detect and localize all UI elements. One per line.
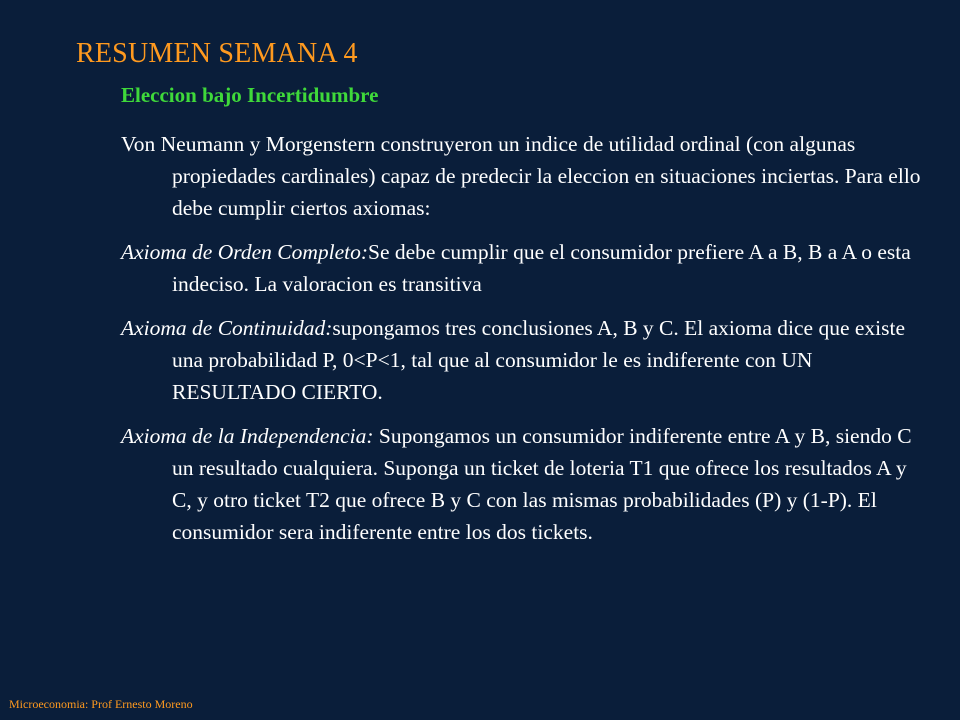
paragraph-text: supongamos tres conclusiones A, B y C. El axioma dice que existe una probabilidad P, 0<P<1, tal que al consumidor le es indiferente con UN RESULTADO CIERTO. <box>172 316 906 404</box>
paragraph-axiom-independence <box>121 420 921 548</box>
slide-subtitle: Eleccion bajo Incertidumbre <box>121 83 379 107</box>
paragraph-axiom-continuity <box>121 312 921 408</box>
paragraph-text: Von Neumann y Morgenstern construyeron un indice de utilidad ordinal (con algunas propiedades cardinales) capaz de predecir la eleccion en situaciones inciertas. Para ello debe cumplir ciertos axiomas: <box>121 132 921 220</box>
paragraph-text: Se debe cumplir que el consumidor prefiere A a B, B a A o esta indeciso. La valoracion es transitiva <box>172 240 911 296</box>
slide-title: RESUMEN SEMANA 4 <box>76 38 358 69</box>
paragraph-axiom-complete-order <box>121 236 921 300</box>
axiom-term: Axioma de Orden Completo: <box>121 240 368 264</box>
axiom-term: Axioma de la Independencia: <box>121 424 374 448</box>
footer-credit: Microeconomia: Prof Ernesto Moreno <box>9 697 193 711</box>
paragraph-intro <box>121 128 921 224</box>
paragraph-text: Supongamos un consumidor indiferente entre A y B, siendo C un resultado cualquiera. Suponga un ticket de loteria T1 que ofrece los resultados A y C, y otro ticket T2 que ofrece B y C con las mismas probabilidades (P) y (1-P). El consumidor sera indiferente entre los dos tickets. <box>172 424 912 544</box>
slide-body <box>121 128 921 560</box>
axiom-term: Axioma de Continuidad: <box>121 316 333 340</box>
